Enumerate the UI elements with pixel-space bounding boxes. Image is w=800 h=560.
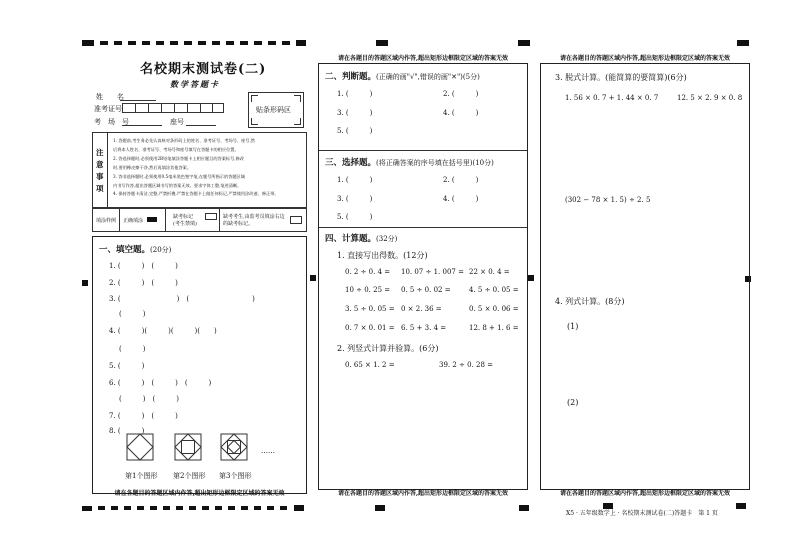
- seat-field[interactable]: [186, 125, 216, 126]
- word-calc-part-1: (1): [567, 322, 579, 331]
- word-calc-part-2: (2): [567, 398, 579, 407]
- divider: [319, 227, 527, 228]
- direct-calc-item: 10 ÷ 0. 25 =: [345, 286, 391, 294]
- vertical-calc-heading: 2. 列竖式计算并验算。(6分): [337, 344, 439, 353]
- choice-2[interactable]: 2. ( ): [443, 176, 479, 184]
- direct-calc-item: 0 × 2. 36 =: [401, 305, 442, 313]
- simplify-expr-2: 12. 5 × 2. 9 × 0. 8: [677, 94, 743, 102]
- seat-label: 座号: [170, 118, 184, 126]
- divider: [319, 150, 527, 151]
- bottom-banner-col2: 请在各题目的答题区域内作答,超出矩形边框限定区域的答案无效: [337, 490, 509, 497]
- simplify-expr-1: 1. 56 × 0. 7 + 1. 44 × 0. 7: [565, 94, 659, 102]
- section1-title: 一、填空题。(20分): [99, 245, 172, 255]
- absent-mark-label: 缺考标记 (考生禁填): [173, 214, 197, 227]
- fill-line-2[interactable]: 2. ( ) ( ): [109, 279, 178, 287]
- notice-line: 4. 保持答题卡清洁,完整,严禁折叠,严禁在答题卡上做任何标记,严禁使用涂改液、修正带。: [113, 191, 279, 197]
- room-label: 考 场 号: [94, 118, 129, 126]
- barcode-area: [248, 92, 304, 128]
- sheet-title: 名校期末测试卷(二): [140, 62, 267, 77]
- figure-2: [173, 433, 203, 461]
- fill-example-label: 填涂样例: [96, 218, 117, 224]
- direct-calc-item: 0. 5 ÷ 0. 02 =: [401, 286, 451, 294]
- fill-line-4b[interactable]: ( ): [119, 345, 146, 353]
- figure-1-label: 第1个图形: [125, 472, 158, 480]
- name-field[interactable]: [120, 100, 156, 101]
- notice-line: 内书写作答,超出答题区域书写的答案无效。要求字体工整,笔迹清晰。: [113, 182, 242, 188]
- column-2-frame: [318, 63, 528, 490]
- section2-title: 二、判断题。(正确的画"√",错误的画"✕")(5分): [325, 72, 480, 82]
- section4-title: 四、计算题。(32分): [325, 234, 398, 244]
- judge-3[interactable]: 3. ( ): [337, 109, 373, 117]
- direct-calc-item: 3. 5 ÷ 0. 05 =: [345, 305, 395, 313]
- notice-list: [113, 137, 305, 199]
- correct-fill-label: 正确填涂: [123, 218, 144, 224]
- absent-note: 缺考考生,由监考员填涂右边 的缺考标记。: [223, 214, 285, 227]
- direct-calc-item: 10. 07 ÷ 1. 007 =: [401, 268, 464, 276]
- absent-mark-box-2[interactable]: [290, 216, 302, 224]
- fill-line-8[interactable]: 8. ( ): [109, 427, 145, 435]
- notice-line: 3. 答非选择题时,必须使用0.5毫米黑色签字笔,在题号所指示的答题区域: [113, 173, 245, 179]
- figure-ellipsis: ……: [261, 447, 275, 455]
- direct-calc-item: 4. 5 ÷ 0. 05 =: [469, 286, 519, 294]
- simplify-expr-3: (302 − 78 × 1. 5) ÷ 2. 5: [565, 196, 651, 204]
- page-footer: X5 · 五年级数学上 · 名校期末测试卷(二)答题卡 第 1 页: [566, 510, 718, 517]
- judge-5[interactable]: 5. ( ): [337, 127, 373, 135]
- notice-line: 后将本人姓名、准考证号、考场号和座号填写在答题卡的相应位置。: [113, 146, 239, 152]
- fill-line-3b[interactable]: ( ): [119, 310, 146, 318]
- notice-line: 2. 答选择题时,必须使用2B铅笔填涂答题卡上相应题目的答案标号,修改: [113, 155, 244, 161]
- notice-title: 注 意 事 项: [96, 148, 104, 193]
- fill-line-7[interactable]: 7. ( ) ( ): [109, 412, 178, 420]
- direct-calc-item: 22 × 0. 4 =: [469, 268, 510, 276]
- judge-4[interactable]: 4. ( ): [443, 109, 479, 117]
- fill-line-4[interactable]: 4. ( )( )( )( ): [109, 327, 217, 335]
- vertical-calc-2: 39. 2 ÷ 0. 28 =: [439, 361, 494, 369]
- notice-box: [92, 132, 307, 208]
- fill-line-5[interactable]: 5. ( ): [109, 362, 145, 370]
- fill-line-1[interactable]: 1. ( ) ( ): [109, 262, 178, 270]
- top-banner-col3: 请在各题目的答题区域内作答,超出矩形边框限定区域的答案无效: [559, 55, 731, 62]
- fill-line-6b[interactable]: ( ) ( ): [119, 395, 179, 403]
- simplify-heading: 3. 脱式计算。(能简算的要简算)(6分): [555, 73, 687, 82]
- notice-line: 时,要用橡皮擦干净,然后再填涂其他答案。: [113, 164, 192, 170]
- bottom-banner-col3: 请在各题目的答题区域内作答,超出矩形边框限定区域的答案无效: [559, 490, 731, 497]
- barcode-label: 贴条形码区: [256, 106, 291, 114]
- direct-calc-item: 6. 5 + 3. 4 =: [401, 324, 447, 332]
- figure-3: [219, 433, 249, 461]
- direct-calc-item: 0. 2 ÷ 0. 4 =: [345, 268, 391, 276]
- top-banner-col2: 请在各题目的答题区域内作答,超出矩形边框限定区域的答案无效: [337, 55, 509, 62]
- section3-title: 三、选择题。(将正确答案的序号填在括号里)(10分): [325, 158, 494, 168]
- direct-calc-heading: 1. 直接写出得数。(12分): [337, 251, 428, 260]
- choice-1[interactable]: 1. ( ): [337, 176, 373, 184]
- room-field[interactable]: [122, 125, 162, 126]
- figure-2-label: 第2个图形: [173, 472, 206, 480]
- filled-mark-sample: [147, 217, 157, 222]
- fill-line-3[interactable]: 3. ( ) ( ): [109, 295, 255, 303]
- judge-2[interactable]: 2. ( ): [443, 90, 479, 98]
- vertical-calc-1: 0. 65 × 1. 2 =: [345, 361, 395, 369]
- figure-1: [125, 433, 155, 461]
- direct-calc-item: 0. 5 × 0. 06 =: [469, 305, 519, 313]
- choice-5[interactable]: 5. ( ): [337, 213, 373, 221]
- choice-4[interactable]: 4. ( ): [443, 195, 479, 203]
- fill-in-section: [92, 236, 307, 494]
- absent-mark-box[interactable]: [205, 213, 217, 220]
- bottom-banner-col1: 请在各题目的答题区域内作答,超出矩形边框限定区域的答案无效: [114, 490, 285, 497]
- sheet-subtitle: 数学答题卡: [170, 79, 220, 89]
- choice-3[interactable]: 3. ( ): [337, 195, 373, 203]
- direct-calc-item: 12. 8 + 1. 6 =: [469, 324, 519, 332]
- column-3-frame: [540, 63, 750, 490]
- judge-1[interactable]: 1. ( ): [337, 90, 373, 98]
- figure-3-label: 第3个图形: [219, 472, 252, 480]
- fill-line-6[interactable]: 6. ( ) ( ) ( ): [109, 379, 212, 387]
- direct-calc-item: 0. 7 × 0. 01 =: [345, 324, 395, 332]
- notice-line: 1. 答题前,考生务必先认真核对条形码上的姓名、准考证号、考场号、座号,然: [113, 138, 255, 143]
- name-label: 姓 名: [96, 93, 124, 101]
- exam-id-label: 准考证号: [94, 105, 122, 113]
- word-calc-heading: 4. 列式计算。(8分): [555, 297, 625, 306]
- fill-example-row: [92, 208, 307, 232]
